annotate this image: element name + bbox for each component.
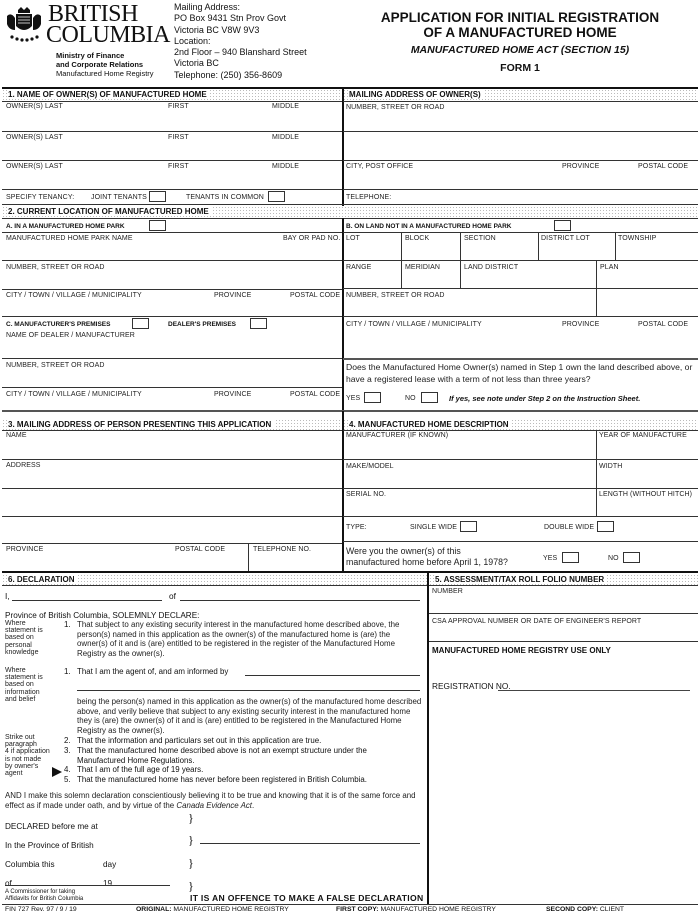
brace-4: } bbox=[188, 879, 194, 893]
form-revision-id: FIN 727 Rev. 97 / 9 / 19 bbox=[5, 906, 77, 913]
park-postal-code-label: POSTAL CODE bbox=[290, 292, 341, 299]
district-lot-label: DISTRICT LOT bbox=[541, 235, 590, 242]
dealer-city-input[interactable] bbox=[6, 400, 336, 410]
plan-input[interactable] bbox=[600, 274, 695, 287]
section-4-header: 4. MANUFACTURED HOME DESCRIPTION bbox=[343, 419, 698, 430]
plan-label: PLAN bbox=[600, 264, 619, 271]
address-line: Telephone: (250) 356-8609 bbox=[174, 69, 283, 80]
divider bbox=[2, 904, 698, 905]
address-line: Location: bbox=[174, 35, 211, 46]
park-city-input[interactable] bbox=[6, 302, 336, 314]
brace-3: } bbox=[188, 856, 194, 870]
dealer-street-input[interactable] bbox=[6, 372, 336, 386]
address-line: 2nd Floor – 940 Blanshard Street bbox=[174, 47, 307, 58]
mailing-owner-header: MAILING ADDRESS OF OWNER(S) bbox=[343, 89, 698, 100]
dealer-premises-label: DEALER'S PREMISES bbox=[168, 321, 237, 328]
logo-columbia: COLUMBIA bbox=[46, 22, 171, 48]
on-land-checkbox[interactable] bbox=[554, 220, 571, 231]
folio-number-label: NUMBER bbox=[432, 588, 463, 595]
owner-first-label: FIRST bbox=[168, 103, 189, 110]
declarant-i-label: I, bbox=[5, 591, 10, 601]
closing-statement: AND I make this solemn declaration conscientiously believing it to be true and knowing that it is of the same force and effect as if made under oath, and by virtue of the Canada Evidence Act. bbox=[5, 791, 416, 810]
owner-telephone-input[interactable] bbox=[390, 191, 690, 203]
width-input[interactable] bbox=[599, 473, 695, 487]
divider bbox=[343, 160, 698, 161]
land-city-input[interactable] bbox=[346, 331, 694, 351]
divider bbox=[343, 541, 698, 542]
divider bbox=[2, 516, 342, 517]
manufacturer-label: MANUFACTURER (IF KNOWN) bbox=[346, 432, 449, 439]
arrow-pointer-icon bbox=[52, 767, 62, 777]
double-wide-label: DOUBLE WIDE bbox=[544, 524, 595, 531]
divider bbox=[2, 204, 698, 205]
land-street-input[interactable] bbox=[346, 302, 592, 314]
owner-last-label: OWNER(S) LAST bbox=[6, 103, 63, 110]
registration-number-line bbox=[498, 690, 690, 691]
divider bbox=[2, 260, 342, 261]
joint-tenants-checkbox[interactable] bbox=[149, 191, 166, 202]
section-5-header: 5. ASSESSMENT/TAX ROLL FOLIO NUMBER bbox=[429, 574, 698, 585]
original-copy-note: ORIGINAL: MANUFACTURED HOME REGISTRY bbox=[136, 906, 289, 913]
land-no-label: NO bbox=[405, 395, 416, 402]
divider bbox=[2, 189, 342, 190]
land-street-label: NUMBER, STREET OR ROAD bbox=[346, 292, 445, 299]
para-1b-text: That I am the agent of, and am informed by bbox=[77, 667, 229, 676]
owner-street-input[interactable] bbox=[346, 114, 694, 128]
divider bbox=[2, 131, 342, 132]
para-1b-continuation: being the person(s) named in this application as the owner(s) of the manufactured home described above, and verily believe that subject to any existing security interest in the manufactured home they is (are) the owner(s) of it and is (are) entitled to be registered in the Manufactured Home Registry as the owner(s). bbox=[77, 697, 422, 735]
district-lot-input[interactable] bbox=[541, 245, 613, 258]
ministry-name-2: and Corporate Relations bbox=[56, 60, 144, 69]
land-postal-code-label: POSTAL CODE bbox=[638, 321, 689, 328]
second-copy-note: SECOND COPY: CLIENT bbox=[546, 906, 625, 913]
title-line-1: APPLICATION FOR INITIAL REGISTRATION bbox=[380, 10, 660, 25]
prior-owner-yes-checkbox[interactable] bbox=[562, 552, 579, 563]
owner-middle-label: MIDDLE bbox=[272, 163, 300, 170]
range-input[interactable] bbox=[345, 274, 399, 287]
year-input[interactable] bbox=[599, 442, 695, 456]
brace-2: } bbox=[188, 833, 194, 847]
section-3-header: 3. MAILING ADDRESS OF PERSON PRESENTING THIS APPLICATION bbox=[2, 419, 342, 430]
owner-3-name-input[interactable] bbox=[6, 173, 336, 187]
year-label: YEAR OF MANUFACTURE bbox=[599, 432, 687, 439]
presenter-postal-code-input[interactable] bbox=[175, 556, 245, 568]
declaration-items bbox=[64, 736, 367, 785]
tenants-in-common-checkbox[interactable] bbox=[268, 191, 285, 202]
owner-2-name-input[interactable] bbox=[6, 144, 336, 158]
divider bbox=[343, 516, 698, 517]
dealer-postal-code-label: POSTAL CODE bbox=[290, 391, 341, 398]
divider bbox=[2, 571, 698, 573]
divider bbox=[2, 585, 427, 586]
brace-1: } bbox=[188, 811, 194, 825]
dealer-province-label: PROVINCE bbox=[214, 391, 252, 398]
presenter-address-input-2[interactable] bbox=[6, 494, 336, 508]
presenter-telephone-label: TELEPHONE NO. bbox=[253, 546, 312, 553]
declarant-signature-input[interactable] bbox=[200, 832, 420, 844]
first-copy-note: FIRST COPY: MANUFACTURED HOME REGISTRY bbox=[336, 906, 496, 913]
owner-postal-code-label: POSTAL CODE bbox=[638, 163, 689, 170]
park-subsection-title: A. IN A MANUFACTURED HOME PARK bbox=[6, 223, 125, 230]
divider bbox=[429, 585, 698, 586]
prior-owner-yes-label: YES bbox=[543, 555, 558, 562]
township-input[interactable] bbox=[618, 245, 696, 258]
declared-before-block: DECLARED before me at In the Province of British Columbia this day of 19 bbox=[5, 822, 117, 888]
divider bbox=[343, 101, 698, 102]
form-title bbox=[340, 10, 700, 40]
park-city-label: CITY / TOWN / VILLAGE / MUNICIPALITY bbox=[6, 292, 142, 299]
divider bbox=[343, 260, 698, 261]
block-input[interactable] bbox=[404, 245, 458, 258]
dealer-name-input[interactable] bbox=[6, 342, 336, 356]
manufacturer-input[interactable] bbox=[346, 442, 592, 456]
declaration-item: Manufactured Home Regulations. bbox=[77, 755, 195, 765]
length-input[interactable] bbox=[599, 501, 695, 514]
land-subsection-title: B. ON LAND NOT IN A MANUFACTURED HOME PARK bbox=[346, 223, 512, 230]
land-yes-label: YES bbox=[346, 395, 361, 402]
divider bbox=[343, 316, 698, 317]
land-yes-checkbox[interactable] bbox=[364, 392, 381, 403]
prior-owner-question: Were you the owner(s) of this manufactured home before April 1, 1978? bbox=[346, 546, 508, 567]
make-model-input[interactable] bbox=[346, 473, 592, 487]
csa-label: CSA APPROVAL NUMBER OR DATE OF ENGINEER'S REPORT bbox=[432, 618, 642, 625]
solemnly-declare-text: Province of British Columbia, SOLEMNLY DECLARE: bbox=[5, 611, 200, 620]
divider bbox=[538, 232, 539, 260]
divider bbox=[343, 488, 698, 489]
presenter-address-input-3[interactable] bbox=[6, 522, 336, 536]
owner-street-input-2[interactable] bbox=[346, 138, 694, 152]
title-line-2: OF A MANUFACTURED HOME bbox=[423, 25, 617, 40]
dealer-name-label: NAME OF DEALER / MANUFACTURER bbox=[6, 332, 135, 339]
divider bbox=[2, 410, 698, 412]
divider bbox=[342, 411, 344, 571]
divider bbox=[342, 218, 344, 410]
owner-last-label: OWNER(S) LAST bbox=[6, 163, 63, 170]
declared-at-input[interactable] bbox=[110, 817, 180, 829]
divider bbox=[343, 288, 698, 289]
presenter-name-label: NAME bbox=[6, 432, 27, 439]
divider bbox=[2, 543, 342, 544]
divider bbox=[343, 131, 698, 132]
land-district-input[interactable] bbox=[463, 274, 593, 287]
manufacturer-premises-checkbox[interactable] bbox=[132, 318, 149, 329]
owner-last-label: OWNER(S) LAST bbox=[6, 134, 63, 141]
presenter-address-input[interactable] bbox=[6, 472, 336, 486]
land-ownership-question: Does the Manufactured Home Owner(s) named in Step 1 own the land described above, or have a registered lease with a term of not less than three years? bbox=[346, 362, 693, 384]
divider bbox=[343, 459, 698, 460]
owner-first-label: FIRST bbox=[168, 163, 189, 170]
divider bbox=[343, 430, 698, 431]
declaration-item: 4. That I am of the full age of 19 years. bbox=[64, 765, 204, 775]
day-input[interactable] bbox=[70, 855, 98, 867]
divider bbox=[248, 543, 249, 571]
park-province-label: PROVINCE bbox=[214, 292, 252, 299]
personal-knowledge-note: Where statement is based on personal knowledge bbox=[5, 620, 43, 656]
declarant-name-input[interactable] bbox=[12, 589, 162, 601]
csa-input[interactable] bbox=[432, 628, 694, 639]
single-wide-checkbox[interactable] bbox=[460, 521, 477, 532]
presenter-province-label: PROVINCE bbox=[6, 546, 44, 553]
divider bbox=[2, 218, 698, 219]
section-6-header: 6. DECLARATION bbox=[2, 574, 427, 585]
meridian-label: MERIDIAN bbox=[405, 264, 441, 271]
divider bbox=[343, 358, 698, 360]
meridian-input[interactable] bbox=[404, 274, 458, 287]
registration-number-label: REGISTRATION NO. bbox=[432, 681, 511, 691]
commissioner-label: A Commissioner for taking Affidavits for British Columbia bbox=[5, 889, 84, 902]
tenancy-label: SPECIFY TENANCY: bbox=[6, 194, 75, 201]
park-street-input[interactable] bbox=[6, 274, 336, 288]
make-model-label: MAKE/MODEL bbox=[346, 463, 394, 470]
presenter-telephone-input[interactable] bbox=[252, 556, 338, 568]
form-subtitle: MANUFACTURED HOME ACT (SECTION 15) bbox=[410, 44, 630, 56]
ministry-name-3: Manufactured Home Registry bbox=[56, 69, 154, 78]
serial-label: SERIAL NO. bbox=[346, 491, 387, 498]
prior-owner-no-label: NO bbox=[608, 555, 619, 562]
serial-input[interactable] bbox=[346, 501, 592, 514]
information-belief-note: Where statement is based on information and belief bbox=[5, 667, 43, 703]
presenter-name-input[interactable] bbox=[6, 442, 336, 456]
owner-city-label: CITY, POST OFFICE bbox=[346, 163, 414, 170]
lot-label: LOT bbox=[346, 235, 360, 242]
presenter-province-input[interactable] bbox=[6, 556, 171, 568]
divider bbox=[2, 101, 342, 102]
divider bbox=[2, 289, 342, 290]
address-line: PO Box 9431 Stn Prov Govt bbox=[174, 13, 287, 24]
false-declaration-warning: IT IS AN OFFENCE TO MAKE A FALSE DECLARATION bbox=[190, 893, 424, 903]
agent-informed-by-input-2[interactable] bbox=[77, 679, 420, 691]
divider bbox=[429, 641, 698, 642]
park-street-label: NUMBER, STREET OR ROAD bbox=[6, 264, 105, 271]
declaration-item: 2. That the information and particulars set out in this application are true. bbox=[64, 736, 322, 745]
commissioner-signature-input[interactable] bbox=[5, 872, 170, 886]
owner-first-label: FIRST bbox=[168, 134, 189, 141]
presenter-postal-code-label: POSTAL CODE bbox=[175, 546, 226, 553]
divider bbox=[2, 316, 342, 317]
township-label: TOWNSHIP bbox=[618, 235, 657, 242]
divider bbox=[2, 430, 342, 431]
park-name-input[interactable] bbox=[6, 245, 336, 259]
land-district-label: LAND DISTRICT bbox=[464, 264, 519, 271]
folio-number-input[interactable] bbox=[432, 598, 694, 612]
owner-middle-label: MIDDLE bbox=[272, 134, 300, 141]
type-label: TYPE: bbox=[346, 524, 367, 531]
divider bbox=[429, 613, 698, 614]
owner-street-label: NUMBER, STREET OR ROAD bbox=[346, 104, 445, 111]
address-line: Mailing Address: bbox=[174, 2, 241, 12]
land-province-label: PROVINCE bbox=[562, 321, 600, 328]
section-2-header: 2. CURRENT LOCATION OF MANUFACTURED HOME bbox=[2, 206, 698, 217]
dealer-street-label: NUMBER, STREET OR ROAD bbox=[6, 362, 105, 369]
strike-out-note: Strike out paragraph 4 if application is not made by owner's agent bbox=[5, 734, 50, 778]
owner-1-name-input[interactable] bbox=[6, 113, 336, 127]
lot-input[interactable] bbox=[345, 245, 399, 258]
divider bbox=[2, 358, 342, 359]
single-wide-label: SINGLE WIDE bbox=[410, 524, 457, 531]
divider bbox=[2, 387, 342, 388]
double-wide-checkbox[interactable] bbox=[597, 521, 614, 532]
address-line: Victoria BC bbox=[174, 58, 219, 69]
divider bbox=[2, 232, 342, 233]
section-input[interactable] bbox=[463, 245, 536, 258]
length-label: LENGTH (WITHOUT HITCH) bbox=[599, 491, 693, 498]
presenter-address-label: ADDRESS bbox=[6, 462, 41, 469]
instruction-note: If yes, see note under Step 2 on the Instruction Sheet. bbox=[449, 394, 641, 403]
owner-middle-label: MIDDLE bbox=[272, 103, 300, 110]
block-label: BLOCK bbox=[405, 235, 430, 242]
bc-coat-of-arms-icon bbox=[4, 4, 44, 44]
divider bbox=[343, 232, 698, 233]
owner-telephone-label: TELEPHONE: bbox=[346, 194, 392, 201]
declaration-item: 3. That the manufactured home described above is not an exempt structure under the bbox=[64, 745, 367, 755]
para-1b-number: 1. bbox=[64, 667, 71, 676]
bay-pad-label: BAY OR PAD NO. bbox=[283, 235, 341, 242]
divider bbox=[2, 488, 342, 489]
in-park-checkbox[interactable] bbox=[149, 220, 166, 231]
land-city-label: CITY / TOWN / VILLAGE / MUNICIPALITY bbox=[346, 321, 482, 328]
para-1-text: That subject to any existing security interest in the manufactured home described above, the person(s) named in this application as the owner(s) of the manufactured home is (are) the owner(s) of it and is (are) entitled to be registered in the register of the Manufactured Home Registry as the owner(s). bbox=[77, 620, 400, 658]
tenants-in-common-label: TENANTS IN COMMON bbox=[186, 194, 264, 201]
owner-city-input[interactable] bbox=[346, 173, 694, 187]
ministry-name-1: Ministry of Finance bbox=[56, 51, 125, 60]
declarant-location-input[interactable] bbox=[180, 589, 420, 601]
declaration-item: 5. That the manufactured home has never before been registered in British Columbia. bbox=[64, 775, 367, 785]
divider bbox=[615, 232, 616, 260]
divider bbox=[596, 430, 597, 516]
manufacturer-premises-title: C. MANUFACTURER'S PREMISES bbox=[6, 321, 111, 328]
section-label: SECTION bbox=[464, 235, 496, 242]
form-number: FORM 1 bbox=[500, 62, 540, 74]
joint-tenants-label: JOINT TENANTS bbox=[91, 194, 147, 201]
registry-use-only-label: MANUFACTURED HOME REGISTRY USE ONLY bbox=[432, 646, 611, 655]
width-label: WIDTH bbox=[599, 463, 623, 470]
logo-british: BRITISH bbox=[48, 1, 138, 27]
declarant-of-label: of bbox=[169, 591, 176, 601]
para-1-number: 1. bbox=[64, 620, 71, 629]
dealer-city-label: CITY / TOWN / VILLAGE / MUNICIPALITY bbox=[6, 391, 142, 398]
owner-province-label: PROVINCE bbox=[562, 163, 600, 170]
divider bbox=[343, 189, 698, 190]
registry-address bbox=[174, 2, 307, 81]
divider bbox=[427, 572, 429, 904]
section-1-header: 1. NAME OF OWNER(S) OF MANUFACTURED HOME bbox=[2, 89, 342, 100]
agent-informed-by-input[interactable] bbox=[245, 665, 420, 676]
land-no-checkbox[interactable] bbox=[421, 392, 438, 403]
dealer-premises-checkbox[interactable] bbox=[250, 318, 267, 329]
address-line: Victoria BC V8W 9V3 bbox=[174, 24, 260, 35]
range-label: RANGE bbox=[346, 264, 372, 271]
park-name-label: MANUFACTURED HOME PARK NAME bbox=[6, 235, 133, 242]
divider bbox=[2, 160, 342, 161]
divider bbox=[2, 459, 342, 460]
prior-owner-no-checkbox[interactable] bbox=[623, 552, 640, 563]
